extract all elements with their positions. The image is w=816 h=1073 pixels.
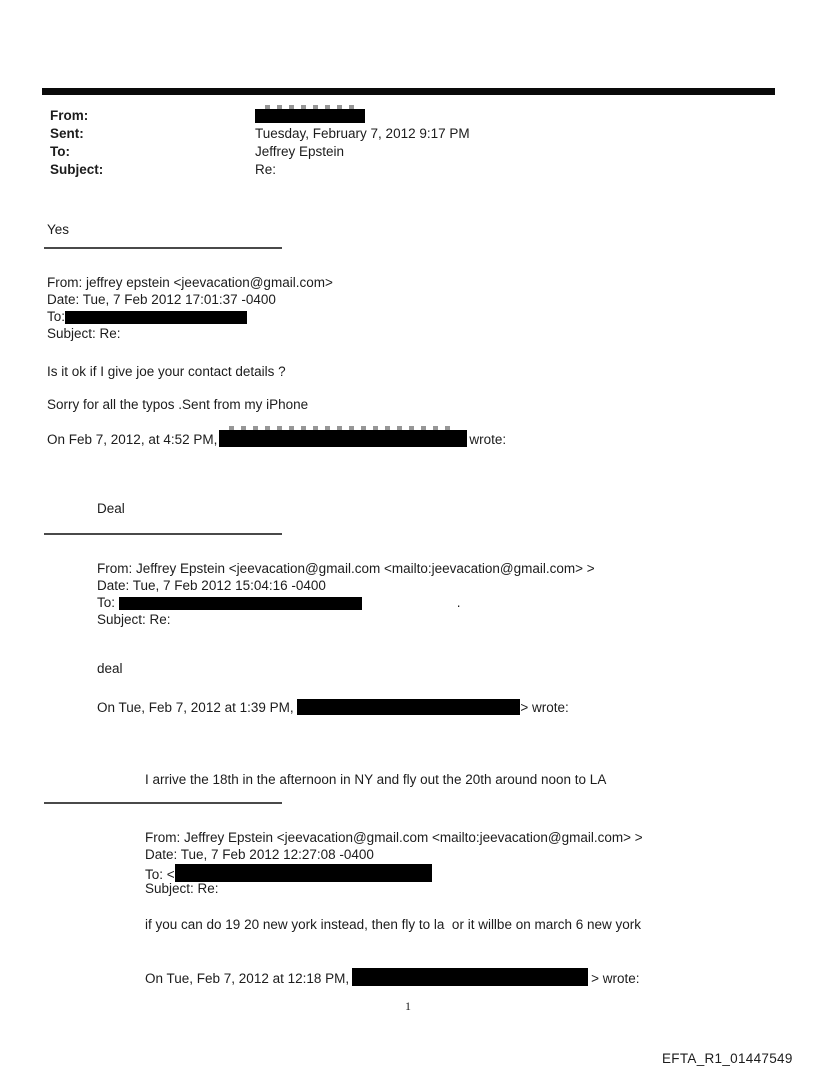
header-row-sent bbox=[50, 126, 770, 142]
header-subject-label: Subject: bbox=[50, 162, 104, 177]
header-sent-label: Sent: bbox=[50, 126, 84, 141]
quote3-from-line: From: Jeffrey Epstein <jeevacation@gmail.com <mailto:jeevacation@gmail.com> > bbox=[145, 830, 643, 845]
quote1-date-line: Date: Tue, 7 Feb 2012 17:01:37 -0400 bbox=[47, 292, 276, 307]
page-number: 1 bbox=[405, 999, 411, 1013]
quote3-attribution-suffix: > wrote: bbox=[591, 971, 640, 986]
redaction-bar-quote3-attribution bbox=[352, 968, 588, 986]
bates-stamp: EFTA_R1_01447549 bbox=[662, 1051, 793, 1066]
header-from-value bbox=[255, 108, 365, 124]
quote1-subject-line: Subject: Re: bbox=[47, 326, 121, 341]
redaction-bar-quote2-to bbox=[119, 597, 362, 610]
quote3-subject-line: Subject: Re: bbox=[145, 881, 219, 896]
redaction-bar-quote1-to bbox=[65, 311, 247, 324]
quote1-to-line bbox=[47, 309, 247, 325]
quote2-message-line1: deal bbox=[97, 661, 123, 676]
quote2-to-line bbox=[97, 595, 461, 611]
quote2-reply-text: Deal bbox=[97, 501, 125, 516]
header-from-label: From: bbox=[50, 108, 89, 123]
redaction-bar-from-sender bbox=[255, 109, 365, 123]
redaction-bar-quote1-attribution bbox=[219, 430, 467, 447]
header-row-subject bbox=[50, 162, 770, 178]
quote2-date-line: Date: Tue, 7 Feb 2012 15:04:16 -0400 bbox=[97, 578, 326, 593]
quote2-attribution-prefix: On Tue, Feb 7, 2012 at 1:39 PM, bbox=[97, 700, 298, 715]
quote3-message-line2: if you can do 19 20 new york instead, then fly to la or it willbe on march 6 new york bbox=[145, 917, 642, 932]
header-to-value: Jeffrey Epstein bbox=[255, 144, 345, 159]
quote3-to-label: To: < bbox=[145, 867, 175, 882]
quote3-date-line: Date: Tue, 7 Feb 2012 12:27:08 -0400 bbox=[145, 847, 374, 862]
header-to-label: To: bbox=[50, 144, 70, 159]
header-top-rule bbox=[42, 88, 775, 95]
reply-text: Yes bbox=[47, 222, 70, 237]
quote1-attribution-suffix: wrote: bbox=[469, 432, 507, 447]
header-subject-value: Re: bbox=[255, 162, 277, 177]
quote2-attribution-suffix: > wrote: bbox=[520, 700, 569, 715]
quote3-attribution-line bbox=[145, 968, 640, 987]
header-row-from bbox=[50, 108, 770, 124]
quote3-attribution-prefix: On Tue, Feb 7, 2012 at 12:18 PM, bbox=[145, 971, 350, 986]
quote1-message-line1: Is it ok if I give joe your contact details ? bbox=[47, 364, 286, 379]
quote1-attribution-line bbox=[47, 430, 506, 448]
quote2-attribution-line bbox=[97, 699, 569, 716]
header-row-to bbox=[50, 144, 770, 160]
redaction-bar-quote2-attribution bbox=[297, 699, 520, 715]
quote1-message-line2: Sorry for all the typos .Sent from my iPhone bbox=[47, 397, 309, 412]
header-sent-value: Tuesday, February 7, 2012 9:17 PM bbox=[255, 126, 470, 141]
quote1-to-label: To: bbox=[47, 309, 66, 324]
quote-divider-3 bbox=[44, 802, 282, 804]
quote2-subject-line: Subject: Re: bbox=[97, 612, 171, 627]
quote2-from-line: From: Jeffrey Epstein <jeevacation@gmail.com <mailto:jeevacation@gmail.com> > bbox=[97, 561, 595, 576]
quote-divider-2 bbox=[44, 533, 282, 535]
redaction-bar-quote3-to bbox=[175, 864, 432, 882]
quote1-attribution-prefix: On Feb 7, 2012, at 4:52 PM, bbox=[47, 432, 218, 447]
quote3-message-line1: I arrive the 18th in the afternoon in NY and fly out the 20th around noon to LA bbox=[145, 772, 607, 787]
quote2-to-label: To: bbox=[97, 595, 119, 610]
quote-divider-1 bbox=[44, 247, 282, 249]
quote2-stray-mark: . bbox=[456, 595, 461, 610]
quote1-from-line: From: jeffrey epstein <jeevacation@gmail.com> bbox=[47, 275, 333, 290]
